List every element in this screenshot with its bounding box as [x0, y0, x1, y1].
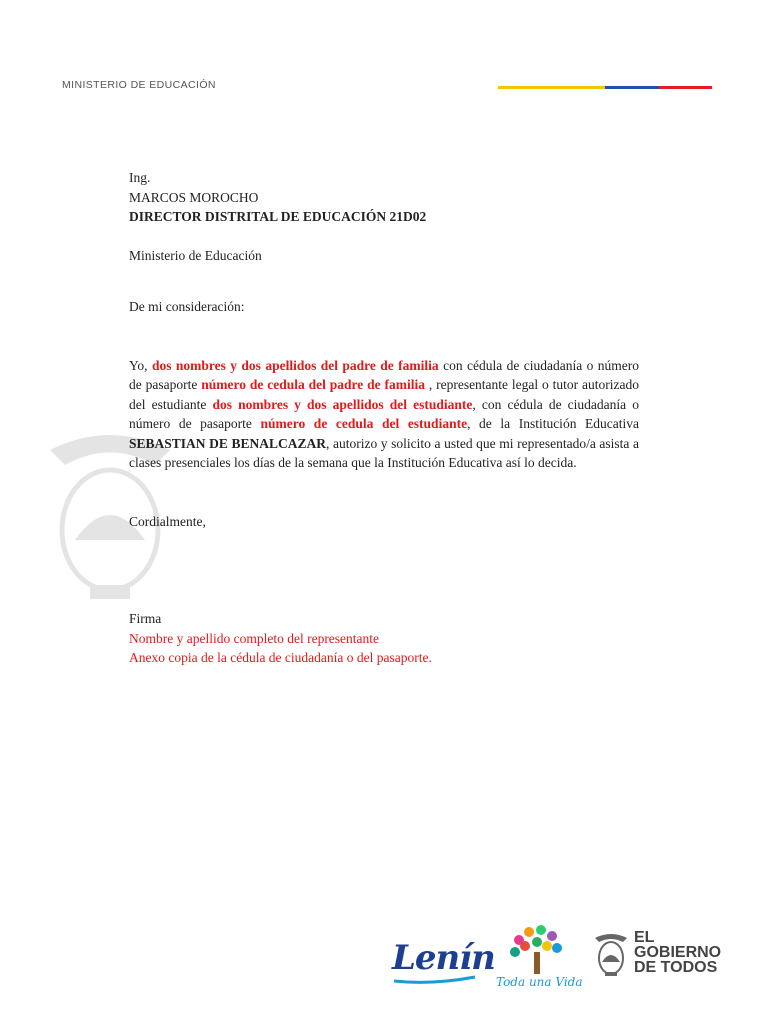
letter-body: Yo, dos nombres y dos apellidos del padre de familia con cédula de ciudadanía o número de pasaporte número de cedula del padre de familia , representante legal o tutor autorizado del estudiante dos nombres y dos apellidos del estudiante, con cédula de ciudadanía o número de pasaporte número de cedula del estudiante, de la Institución Educativa SEBASTIAN DE BENALCAZAR, autorizo y solicito a usted que mi representado/a asista a clases presenciales los días de la semana que la Institución Educativa así lo decida.	[129, 357, 640, 470]
parent-names-placeholder: dos nombres y dos apellidos del padre de familia	[151, 357, 439, 373]
annex-note: Anexo copia de la cédula de ciudadanía o del pasaporte.	[129, 650, 432, 665]
salutation: De mi consideración:	[129, 299, 245, 314]
footer-logos	[0, 920, 768, 1000]
letter-content	[129, 168, 639, 668]
recipient-title: Ing.	[129, 170, 151, 185]
recipient-name: MARCOS MOROCHO	[129, 189, 259, 205]
closing: Cordialmente,	[129, 513, 206, 529]
signature-label: Firma	[129, 611, 162, 626]
header-ministry-label: MINISTERIO DE EDUCACIÓN	[62, 79, 216, 91]
government-shield-icon	[592, 930, 630, 978]
flag-color-bar	[498, 86, 712, 89]
institution-name: SEBASTIAN DE BENALCAZAR	[129, 435, 326, 451]
lenin-swoosh-icon	[392, 975, 477, 985]
tree-logo-caption: Toda una Vida	[496, 975, 583, 989]
signature-name-placeholder: Nombre y apellido completo del representante	[129, 630, 380, 646]
student-names-placeholder: dos nombres y dos apellidos del estudiante	[212, 396, 473, 412]
lenin-logo: Lenín	[392, 938, 495, 978]
recipient-position: DIRECTOR DISTRITAL DE EDUCACIÓN 21D02	[129, 209, 427, 224]
student-id-placeholder: número de cedula del estudiante	[260, 416, 468, 431]
parent-id-placeholder: número de cedula del padre de familia	[201, 377, 425, 392]
recipient-organization: Ministerio de Educación	[129, 247, 262, 263]
government-logo-text: EL GOBIERNO DE TODOS	[634, 929, 722, 976]
